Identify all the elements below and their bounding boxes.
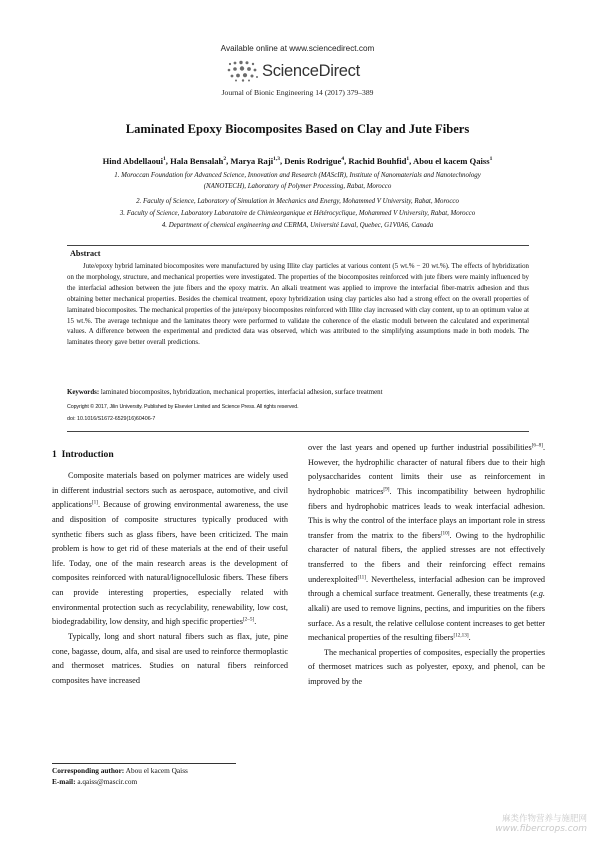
author-affil-mark: 2 [223, 156, 227, 163]
abstract-top-rule [67, 245, 529, 246]
watermark-cn: 麻类作物营养与施肥网 [501, 814, 587, 824]
citation-ref[interactable]: [9] [383, 486, 390, 493]
author-name: Hind Abdellaoui [102, 156, 164, 166]
copyright-line: Copyright © 2017, Jilin University. Published by Elsevier Limited and Science Press. All rights reserved. [67, 404, 299, 410]
section-heading: 1 Introduction [52, 449, 114, 460]
availability-line: Available online at www.sciencedirect.com [220, 44, 375, 53]
watermark-url: www.fibercrops.com [495, 824, 587, 834]
citation-ref[interactable]: [11] [357, 573, 366, 580]
author-affil-mark: 1 [489, 156, 493, 163]
author-name: Denis Rodrigue [284, 156, 342, 166]
author-name: Rachid Bouhfid [348, 156, 407, 166]
author-list: Hind Abdellaoui$^1$, Hala Bensalah$^2$, Marya Raji$^{1,3}$, Denis Rodrigue$^4$, Rachid Bouhfid$^1$, Abou el kacem Qaiss$^1$ [102, 156, 493, 166]
paper-title: Laminated Epoxy Biocomposites Based on Clay and Jute Fibers [125, 122, 470, 136]
sciencedirect-dots-icon [226, 60, 260, 82]
affiliation-1: 1. Moroccan Foundation for Advanced Science, Innovation and Research (MAScIR), Institute of Nanomaterials and Nanotechnology (NANOTECH), Laboratory of Polymer Processing, Rabat, Morocco [114, 172, 481, 191]
abstract-heading: Abstract [70, 249, 101, 258]
body-column-right [308, 441, 545, 690]
affiliation-4: 4. Department of chemical engineering and CERMA, Université Laval, Quebec, G1V0A6, Canada [161, 222, 434, 229]
author-name: Marya Raji [230, 156, 274, 166]
sciencedirect-wordmark: ScienceDirect [262, 62, 360, 80]
citation-ref[interactable]: [2–5] [242, 616, 255, 623]
affiliation-2: 2. Faculty of Science, Laboratory of Simulation in Mechanics and Energy, Mohammed V University, Rabat, Morocco [136, 198, 459, 205]
body-column-left [52, 469, 288, 688]
author-affil-mark: 1,3 [273, 156, 280, 163]
sciencedirect-logo[interactable] [226, 58, 376, 84]
author-name: Hala Bensalah [170, 156, 224, 166]
footnote-rule [52, 763, 236, 764]
abstract-text: Jute/epoxy hybrid laminated biocomposites were manufactured by using Illite clay particles at various content (5 wt.% − 20 wt.%). The effects of hybridization on the morphology, structure, and mechanical properties were investigated. The properties of the biocomposites reinforced with jute fibers were mainly influenced by the interfacial adhesion between the jute fibers and the epoxy matrix. An alkali treatment was applied to improve the interfacial fiber-matrix adhesion and thus obtaining better mechanical properties. Besides the chemical treatment, epoxy hybridization using clay particles also had a strong effect on the overall properties of laminated biocomposites. The mechanical properties of the jute/epoxy biocomposites reinforced with Illite clay increased with clay content, up to an optimum value at 15 wt.%. The average technique and the laminates theory were performed to validate the coherence of the elastic moduli between the calculated and experimental values. A difference between the experimental and predicted data was observed, which was attributed to the simplifying assumptions made in both models. The laminates theory gave better overall predictions. [67, 263, 529, 347]
citation-ref[interactable]: [6–8] [531, 442, 543, 449]
citation-ref[interactable]: [12,13] [453, 632, 469, 639]
paragraph: Composite materials based on polymer matrices are widely used in different industrial sectors such as aerospace, automotive, and civil applications[1]. Because of growing environmental awareness, the use and disposition of composite structures typically produced with synthetic fibers such as glass fibers, have been criticized. The main problem is how to get rid of these materials at the end of their useful life. Today, one of the main research areas is the development of composites reinforced with natural/lignocellulosic fibers. These fibers can provide interesting properties, especially related with environmental protection such as recyclability, renewability, low cost, biodegradability, low density, and high specific properties[2–5]. [52, 471, 288, 627]
corresponding-email[interactable]: E-mail: a.qaiss@mascir.com [52, 777, 138, 786]
author-affil-mark: 4 [341, 156, 345, 163]
citation-ref[interactable]: [10] [440, 530, 450, 536]
paragraph: over the last years and opened up further industrial possibilities[6–8]. However, the hydrophilic character of natural fibers due to their high polysaccharides content limits their use as reinforcement in hydrophobic matrices[9]. This incompatibility between hydrophilic fibers and hydrophobic matrices leads to weak interfacial adhesion. This is why the control of the interface plays an important role in stress transfer from the matrix to the fibers[10]. Owing to the hydrophilic character of natural fibers, the applied stresses are not effectively transferred to the fibers and their reinforcing effect remains underexploited[11]. Nevertheless, interfacial adhesion can be improved through a chemical surface treatment. Generally, these treatments (e.g. alkali) are used to remove lignins, pectins, and impurities on the fibers surface. As a result, the relative cellulose content increases to get better mechanical properties of the resulting fibers[12,13]. [308, 442, 545, 643]
journal-citation: Journal of Bionic Engineering 14 (2017) 379–389 [221, 88, 374, 97]
author-affil-mark: 1 [406, 156, 410, 163]
keywords: Keywords: laminated biocomposites, hybridization, mechanical properties, interfacial adhesion, surface treatment [67, 389, 383, 396]
paragraph: The mechanical properties of composites, especially the properties of thermoset matrices such as polyester, epoxy, and phenol, can be improved by the [308, 647, 545, 686]
doi-line[interactable]: doi: 10.1016/S1672-6529(16)60406-7 [67, 416, 156, 422]
corresponding-author: Corresponding author: Abou el kacem Qaiss [52, 766, 188, 775]
author-name: Abou el kacem Qaiss [412, 156, 490, 166]
author-affil-mark: 1 [163, 156, 166, 163]
citation-ref[interactable]: [1] [91, 499, 98, 506]
abstract-bottom-rule [67, 431, 529, 432]
affiliation-3: 3. Faculty of Science, Laboratory Laboratoire de Chimieorganique et Hétérocyclique, Mohammed V University, Rabat, Morocco [119, 210, 476, 217]
paragraph: Typically, long and short natural fibers such as flax, jute, pine cone, bagasse, doum, alfa, and sisal are used to reinforce thermoplastic and thermoset matrices. Studies on natural fibers reinforced composites have increased [52, 631, 288, 685]
